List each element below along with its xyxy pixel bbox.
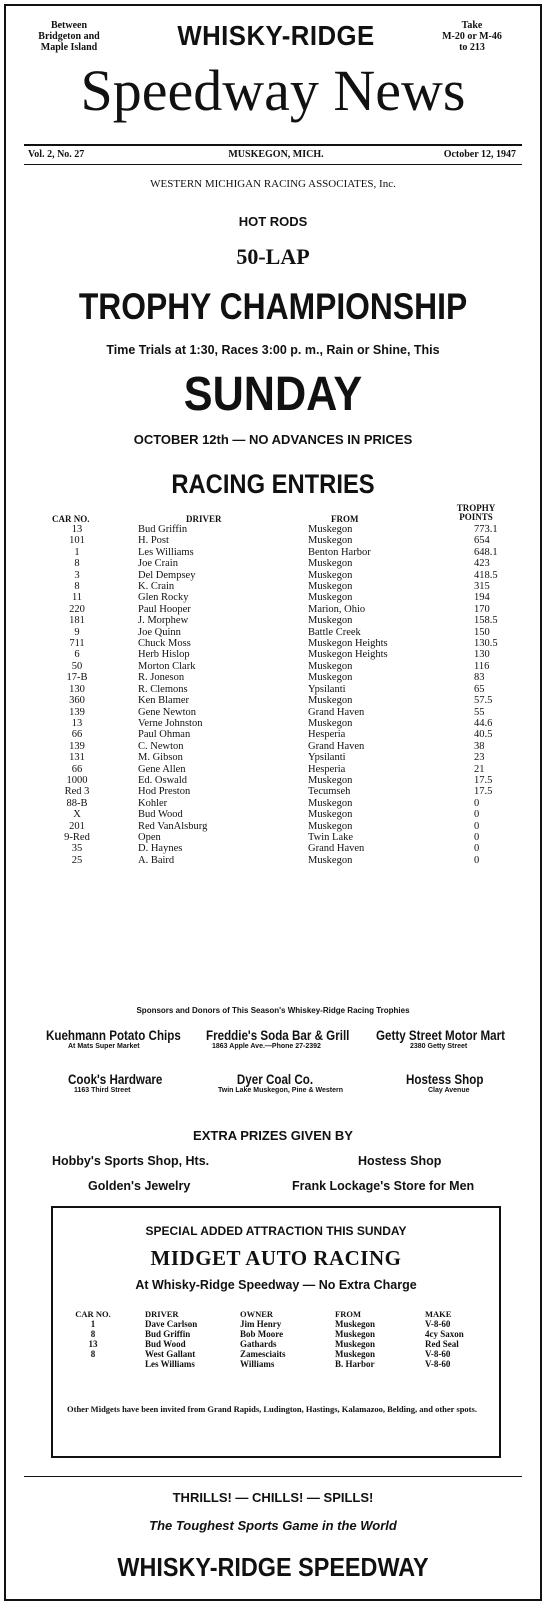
entry-points: 0 (474, 809, 480, 821)
entry-row (36, 741, 516, 752)
entry-row (36, 707, 516, 718)
entry-points: 17.5 (474, 774, 493, 786)
entry-car-no: 181 (69, 615, 85, 627)
entry-car-no: 3 (74, 569, 80, 581)
event-day: SUNDAY (183, 368, 363, 421)
prize-goldens: Golden's Jewelry (88, 1179, 191, 1193)
footer-speedway-name: WHISKY-RIDGE SPEEDWAY (117, 1552, 429, 1582)
entry-from: Muskegon (308, 695, 353, 707)
event-category: HOT RODS (238, 214, 308, 229)
entry-car-no: 13 (71, 524, 83, 535)
entry-row (36, 832, 516, 843)
entry-row (36, 809, 516, 820)
entry-points: 315 (474, 581, 490, 593)
sponsor-kuehmann: Kuehmann Potato Chips At Mats Super Market (46, 1028, 181, 1050)
entry-from: Muskegon (308, 809, 353, 821)
entry-points: 116 (474, 660, 490, 672)
midget-from: B. Harbor (335, 1359, 375, 1369)
masthead-rule-top (24, 144, 522, 146)
midget-owner: Zamesciaits (240, 1349, 286, 1359)
midget-header-car: CAR NO. (75, 1309, 111, 1319)
entry-points: 44.6 (474, 717, 493, 729)
entry-from: Muskegon (308, 535, 353, 547)
entry-from: Muskegon (308, 854, 353, 866)
midget-from: Muskegon (335, 1349, 376, 1359)
event-headline: TROPHY CHAMPIONSHIP (78, 286, 468, 327)
entry-points: 83 (474, 672, 485, 684)
entry-driver: Glen Rocky (138, 592, 189, 604)
entry-driver: D. Haynes (138, 843, 183, 855)
entry-car-no: 711 (69, 638, 85, 650)
entry-car-no: 131 (69, 752, 85, 764)
midget-row (53, 1339, 499, 1349)
header-car-no: CAR NO. (52, 514, 90, 524)
entry-car-no: 25 (71, 854, 83, 866)
entry-driver: Del Dempsey (138, 569, 196, 581)
midget-special: SPECIAL ADDED ATTRACTION THIS SUNDAY (145, 1224, 407, 1238)
entry-from: Muskegon (308, 660, 353, 672)
entry-from: Muskegon (308, 672, 353, 684)
entry-row (36, 695, 516, 706)
extra-prizes-heading: EXTRA PRIZES GIVEN BY (193, 1128, 353, 1143)
midget-from: Muskegon (335, 1339, 376, 1349)
masthead-right-note: Take M-20 or M-46 to 213 (442, 20, 502, 53)
entry-from: Grand Haven (308, 740, 365, 752)
entry-row (36, 672, 516, 683)
entry-points: 57.5 (474, 695, 493, 707)
entry-points: 38 (474, 740, 485, 752)
entry-from: Hesperia (308, 763, 346, 775)
entry-points: 21 (474, 763, 485, 775)
midget-driver: Les Williams (145, 1359, 195, 1369)
entries-table (36, 524, 516, 866)
entry-driver: Joe Crain (138, 558, 178, 570)
entry-row (36, 604, 516, 615)
entry-row (36, 581, 516, 592)
entry-from: Hesperia (308, 729, 346, 741)
entry-from: Muskegon (308, 820, 353, 832)
midget-car-no: 8 (90, 1349, 96, 1359)
entry-row (36, 638, 516, 649)
midget-header-driver: DRIVER (145, 1309, 179, 1319)
entry-points: 423 (474, 558, 490, 570)
entry-car-no: 139 (69, 706, 85, 718)
entry-driver: Gene Newton (138, 706, 197, 718)
entry-points: 23 (474, 752, 485, 764)
entry-driver: A. Baird (138, 854, 175, 866)
entry-from: Twin Lake (308, 831, 354, 843)
entry-row (36, 729, 516, 740)
sponsor-dyer: Dyer Coal Co. Twin Lake Muskegon, Pine & Western (218, 1072, 343, 1094)
entry-from: Ypsilanti (308, 752, 346, 764)
entry-row (36, 615, 516, 626)
entry-driver: Bud Wood (138, 809, 183, 821)
midget-driver: Dave Carlson (145, 1319, 198, 1329)
midget-row (53, 1319, 499, 1329)
entry-from: Muskegon (308, 558, 353, 570)
entry-driver: Herb Hislop (138, 649, 190, 661)
entry-points: 40.5 (474, 729, 493, 741)
volume-number: Vol. 2, No. 27 (28, 149, 85, 160)
entry-driver: Paul Ohman (138, 729, 191, 741)
entry-row (36, 775, 516, 786)
entry-row (36, 547, 516, 558)
entry-points: 55 (474, 706, 485, 718)
dateline-location: MUSKEGON, MICH. (228, 149, 324, 160)
entry-from: Muskegon (308, 569, 353, 581)
header-trophy-points: TROPHY POINTS (456, 503, 496, 522)
entry-car-no: 6 (74, 649, 80, 661)
midget-owner: Gathards (240, 1339, 277, 1349)
entry-car-no: 101 (69, 535, 85, 547)
event-date-line: OCTOBER 12th — NO ADVANCES IN PRICES (133, 432, 413, 447)
masthead-top-title: WHISKY-RIDGE (177, 20, 375, 51)
sponsor-hostess: Hostess Shop Clay Avenue (406, 1072, 484, 1094)
entry-car-no: 1 (74, 546, 80, 558)
entry-from: Ypsilanti (308, 683, 346, 695)
entry-from: Grand Haven (308, 706, 365, 718)
midget-owner: Bob Moore (240, 1329, 284, 1339)
entry-car-no: 50 (71, 660, 83, 672)
entry-from: Muskegon (308, 615, 353, 627)
footer-thrills: THRILLS! — CHILLS! — SPILLS! (172, 1490, 374, 1505)
entries-title: RACING ENTRIES (171, 469, 375, 499)
entry-car-no: 8 (74, 581, 80, 593)
entry-car-no: 17-B (66, 672, 88, 684)
midget-row (53, 1349, 499, 1359)
sponsor-cooks: Cook's Hardware 1163 Third Street (68, 1072, 163, 1094)
entry-driver: Open (138, 831, 161, 843)
sponsor-freddies: Freddie's Soda Bar & Grill 1863 Apple Ave.—Phone 27-2392 (206, 1028, 350, 1050)
entry-points: 773.1 (474, 524, 498, 535)
midget-header-make: MAKE (425, 1309, 452, 1319)
entry-driver: Bud Griffin (138, 524, 188, 535)
entry-row (36, 558, 516, 569)
entry-row (36, 752, 516, 763)
masthead-main-title: Speedway News (80, 58, 466, 123)
entry-row (36, 798, 516, 809)
entry-car-no: 360 (69, 695, 85, 707)
midget-make: 4cy Saxon (425, 1329, 464, 1339)
entry-driver: Red VanAlsburg (138, 820, 208, 832)
entry-points: 418.5 (474, 569, 498, 581)
event-times: Time Trials at 1:30, Races 3:00 p. m., Rain or Shine, This (106, 343, 440, 357)
entry-points: 150 (474, 626, 490, 638)
entry-car-no: X (73, 809, 81, 821)
entry-points: 130.5 (474, 638, 498, 650)
entry-driver: Ed. Oswald (138, 774, 187, 786)
midget-car-no: 8 (90, 1329, 96, 1339)
issue-date: October 12, 1947 (443, 149, 516, 160)
entry-driver: M. Gibson (138, 752, 183, 764)
entry-car-no: Red 3 (64, 786, 90, 798)
entry-car-no: 11 (71, 592, 83, 604)
masthead-rule-bottom (24, 164, 522, 165)
newspaper-page (4, 4, 542, 1601)
midget-driver: West Gallant (145, 1349, 196, 1359)
entry-driver: Hod Preston (138, 786, 191, 798)
midget-from: Muskegon (335, 1319, 376, 1329)
footer-rule (24, 1476, 522, 1477)
midget-driver: Bud Griffin (145, 1329, 191, 1339)
entry-from: Muskegon (308, 797, 353, 809)
entry-car-no: 13 (71, 717, 83, 729)
entry-row (36, 627, 516, 638)
midget-header-from: FROM (335, 1309, 361, 1319)
midget-racing-box (51, 1206, 501, 1458)
entry-driver: C. Newton (138, 740, 184, 752)
midget-subtitle: At Whisky-Ridge Speedway — No Extra Charge (135, 1278, 417, 1292)
header-driver: DRIVER (186, 514, 222, 524)
entry-driver: J. Morphew (138, 615, 189, 627)
entry-from: Muskegon (308, 774, 353, 786)
entry-car-no: 1000 (66, 774, 88, 786)
entry-from: Marion, Ohio (308, 603, 366, 615)
entry-points: 158.5 (474, 615, 498, 627)
midget-table (53, 1310, 499, 1369)
entry-car-no: 8 (74, 558, 80, 570)
entry-points: 130 (474, 649, 490, 661)
entry-driver: H. Post (138, 535, 169, 547)
prize-hobbys: Hobby's Sports Shop, Hts. (52, 1154, 210, 1168)
entry-driver: Verne Johnston (138, 717, 203, 729)
entry-row (36, 649, 516, 660)
entry-car-no: 201 (69, 820, 85, 832)
entry-points: 0 (474, 854, 480, 866)
entry-driver: Kohler (138, 797, 168, 809)
midget-owner: Williams (240, 1359, 275, 1369)
entry-car-no: 9-Red (64, 831, 90, 843)
entry-from: Muskegon (308, 581, 353, 593)
entry-row (36, 570, 516, 581)
entry-points: 648.1 (474, 546, 498, 558)
entry-points: 65 (474, 683, 485, 695)
midget-header-owner: OWNER (240, 1309, 274, 1319)
entry-from: Battle Creek (308, 626, 361, 638)
midget-make: V-8-60 (425, 1319, 451, 1329)
entry-points: 170 (474, 603, 490, 615)
entry-row (36, 524, 516, 535)
entry-driver: Paul Hooper (138, 603, 191, 615)
entry-driver: Joe Quinn (138, 626, 181, 638)
header-from: FROM (331, 514, 359, 524)
midget-make: V-8-60 (425, 1359, 451, 1369)
entry-row (36, 718, 516, 729)
entry-points: 194 (474, 592, 490, 604)
midget-row (53, 1359, 499, 1369)
entry-row (36, 684, 516, 695)
midget-driver: Bud Wood (145, 1339, 186, 1349)
prize-hostess: Hostess Shop (358, 1154, 442, 1168)
midget-note: Other Midgets have been invited from Grand Rapids, Ludington, Hastings, Kalamazoo, Belding, and other spots. (67, 1404, 477, 1414)
entry-car-no: 66 (71, 763, 83, 775)
entry-car-no: 66 (71, 729, 83, 741)
entry-car-no: 139 (69, 740, 85, 752)
entry-from: Muskegon Heights (308, 649, 388, 661)
entry-car-no: 220 (69, 603, 85, 615)
event-laps: 50-LAP (236, 244, 310, 269)
entry-from: Grand Haven (308, 843, 365, 855)
sponsor-getty: Getty Street Motor Mart 2380 Getty Street (376, 1028, 506, 1050)
midget-car-no: 13 (88, 1339, 98, 1349)
entry-points: 17.5 (474, 786, 493, 798)
footer-tagline: The Toughest Sports Game in the World (149, 1518, 397, 1533)
sponsors-heading: Sponsors and Donors of This Season's Whiskey-Ridge Racing Trophies (136, 1006, 410, 1015)
entry-car-no: 130 (69, 683, 85, 695)
entry-row (36, 764, 516, 775)
entry-driver: Gene Allen (138, 763, 186, 775)
midget-make: V-8-60 (425, 1349, 451, 1359)
entry-points: 0 (474, 843, 480, 855)
entry-driver: Chuck Moss (138, 638, 191, 650)
entry-from: Muskegon (308, 592, 353, 604)
entry-driver: R. Joneson (138, 672, 185, 684)
entry-from: Muskegon Heights (308, 638, 388, 650)
entry-points: 0 (474, 820, 480, 832)
entry-driver: Ken Blamer (138, 695, 190, 707)
entry-driver: R. Clemons (138, 683, 188, 695)
entry-from: Benton Harbor (308, 546, 371, 558)
entry-driver: Morton Clark (138, 660, 196, 672)
association-name: WESTERN MICHIGAN RACING ASSOCIATES, Inc. (150, 178, 396, 190)
entry-row (36, 821, 516, 832)
midget-car-no: 1 (90, 1319, 96, 1329)
entry-row (36, 661, 516, 672)
midget-owner: Jim Henry (240, 1319, 282, 1329)
masthead-left-note: Between Bridgeton and Maple Island (38, 20, 100, 53)
entry-from: Tecumseh (308, 786, 351, 798)
entry-car-no: 88-B (66, 797, 88, 809)
entry-car-no: 35 (71, 843, 83, 855)
entry-row (36, 592, 516, 603)
prize-lockages: Frank Lockage's Store for Men (292, 1179, 475, 1193)
entry-row (36, 786, 516, 797)
midget-row (53, 1329, 499, 1339)
entry-car-no: 9 (74, 626, 80, 638)
entry-points: 0 (474, 831, 480, 843)
entry-row (36, 855, 516, 866)
midget-from: Muskegon (335, 1329, 376, 1339)
entry-row (36, 535, 516, 546)
midget-car-no (53, 1359, 133, 1369)
entry-driver: K. Crain (138, 581, 175, 593)
entry-from: Muskegon (308, 524, 353, 535)
entry-points: 654 (474, 535, 490, 547)
midget-make: Red Seal (425, 1339, 459, 1349)
entry-from: Muskegon (308, 717, 353, 729)
entry-points: 0 (474, 797, 480, 809)
midget-title: MIDGET AUTO RACING (150, 1246, 402, 1270)
entry-row (36, 843, 516, 854)
entry-driver: Les Williams (138, 546, 194, 558)
